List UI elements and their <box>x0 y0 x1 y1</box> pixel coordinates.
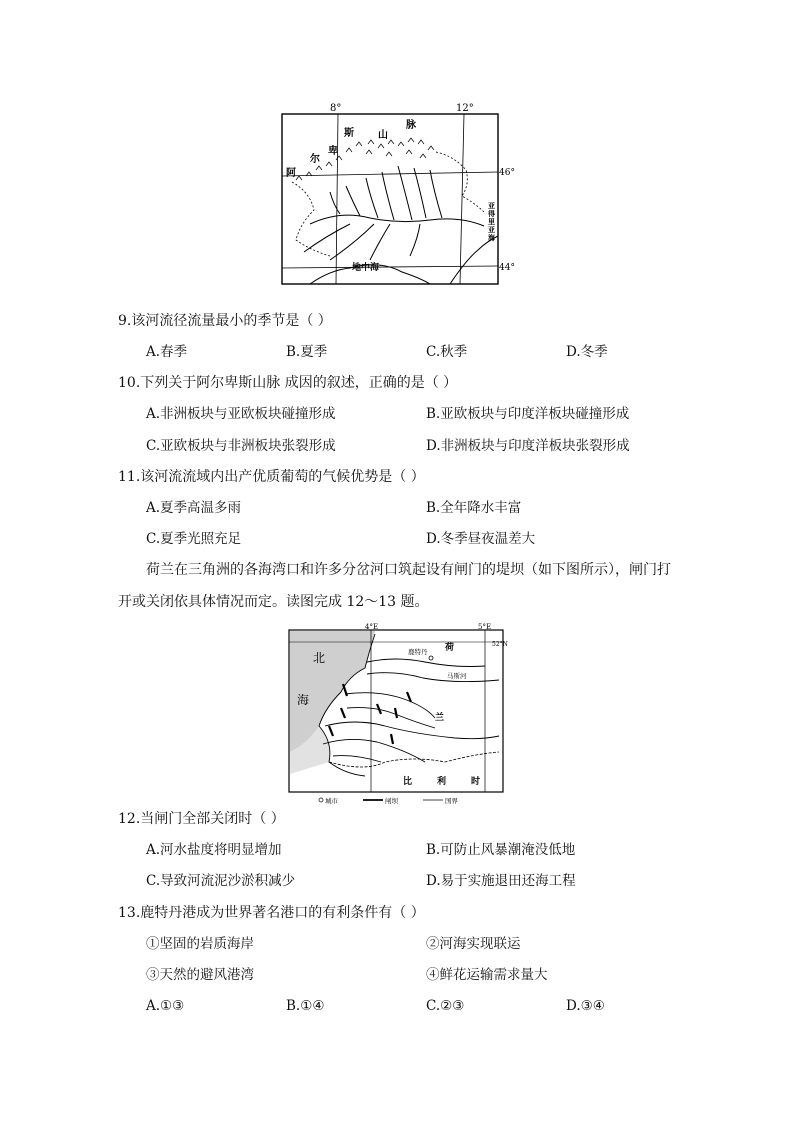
sea-label-adriatic <box>488 201 496 242</box>
q13-option-b[interactable]: B.①④ <box>286 998 325 1014</box>
q12-option-d[interactable]: D.易于实施退田还海工程 <box>426 873 576 889</box>
range-char: 斯 <box>344 128 354 139</box>
q11-option-c[interactable]: C.夏季光照充足 <box>146 531 242 547</box>
legend-city: 城市 <box>325 797 338 805</box>
q10-option-a[interactable]: A.非洲板块与亚欧板块碰撞形成 <box>146 406 336 422</box>
q10-option-c[interactable]: C.亚欧板块与非洲板块张裂形成 <box>146 438 336 454</box>
map1-lon-right: 12° <box>456 103 474 114</box>
belgium-char: 比 <box>403 777 413 787</box>
q13-option-a[interactable]: A.①③ <box>146 998 185 1014</box>
map1-lat-bottom: 44° <box>499 263 515 273</box>
q13-option-c[interactable]: C.②③ <box>426 998 465 1014</box>
netherlands-char: 兰 <box>435 713 445 723</box>
range-char: 脉 <box>406 120 416 131</box>
map-netherlands-delta <box>285 622 519 806</box>
range-char: 阿 <box>286 168 296 179</box>
q12-option-b[interactable]: B.可防止风暴潮淹没低地 <box>426 842 576 858</box>
q10-option-d[interactable]: D.非洲板块与印度洋板块张裂形成 <box>426 438 630 454</box>
sea-char: 海 <box>297 693 310 707</box>
svg-text:里: 里 <box>488 217 495 226</box>
intro-line-2: 开或关闭依具体情况而定。读图完成 12～13 题。 <box>118 594 429 610</box>
q13-condition-1: ①坚固的岩质海岸 <box>146 936 254 952</box>
city-rotterdam-label: 鹿特丹 <box>408 648 428 656</box>
intro-line-1: 荷兰在三角洲的各海湾口和许多分岔河口筑起设有闸门的堤坝（如下图所示），闸门打 <box>146 562 671 578</box>
map2-lon-left: 4°E <box>365 623 379 631</box>
river-label: 马斯河 <box>447 672 467 680</box>
q13-condition-3: ③天然的避风港湾 <box>146 967 254 983</box>
legend-border: 国界 <box>445 797 458 805</box>
belgium-char: 利 <box>437 777 447 787</box>
legend <box>319 796 459 805</box>
netherlands-char: 荷 <box>445 643 455 653</box>
question-13-stem: 13.鹿特丹港成为世界著名港口的有利条件有（ ） <box>118 905 425 921</box>
map-po-river <box>270 100 515 290</box>
svg-text:亚: 亚 <box>488 225 495 234</box>
belgium-char: 时 <box>471 777 481 787</box>
q13-condition-2: ②河海实现联运 <box>426 936 521 952</box>
map1-lon-left: 8° <box>330 103 342 114</box>
svg-text:亚: 亚 <box>488 201 495 210</box>
map1-lat-top: 46° <box>499 168 515 178</box>
q11-option-a[interactable]: A.夏季高温多雨 <box>146 500 242 516</box>
q9-option-c[interactable]: C.秋季 <box>426 344 468 360</box>
q12-option-a[interactable]: A.河水盐度将明显增加 <box>146 842 282 858</box>
q9-option-b[interactable]: B.夏季 <box>286 344 328 360</box>
question-9-stem: 9.该河流径流量最小的季节是（ ） <box>118 313 332 329</box>
range-char: 尔 <box>310 154 320 165</box>
question-10-stem: 10.下列关于阿尔卑斯山脉 成因的叙述，正确的是（ ） <box>118 375 458 391</box>
q11-option-d[interactable]: D.冬季昼夜温差大 <box>426 531 536 547</box>
range-char: 卑 <box>328 146 338 157</box>
q12-option-c[interactable]: C.导致河流泥沙淤积减少 <box>146 873 296 889</box>
q9-option-d[interactable]: D.冬季 <box>566 344 608 360</box>
question-12-stem: 12.当闸门全部关闭时（ ） <box>118 811 285 827</box>
legend-dam: 闸坝 <box>385 797 398 805</box>
q13-option-d[interactable]: D.③④ <box>566 998 605 1014</box>
q13-condition-4: ④鲜花运输需求量大 <box>426 967 548 983</box>
range-char: 山 <box>378 130 388 141</box>
map2-lat: 52°N <box>492 641 508 648</box>
question-11-stem: 11.该河流流域内出产优质葡萄的气候优势是（ ） <box>118 469 425 485</box>
q11-option-b[interactable]: B.全年降水丰富 <box>426 500 522 516</box>
sea-label-mediterranean: 地中海 <box>352 263 380 273</box>
sea-char: 北 <box>313 651 326 665</box>
svg-text:海: 海 <box>488 233 495 242</box>
map2-lon-right: 5°E <box>478 623 492 631</box>
svg-text:得: 得 <box>488 209 495 218</box>
q9-option-a[interactable]: A.春季 <box>146 344 188 360</box>
q10-option-b[interactable]: B.亚欧板块与印度洋板块碰撞形成 <box>426 406 630 422</box>
